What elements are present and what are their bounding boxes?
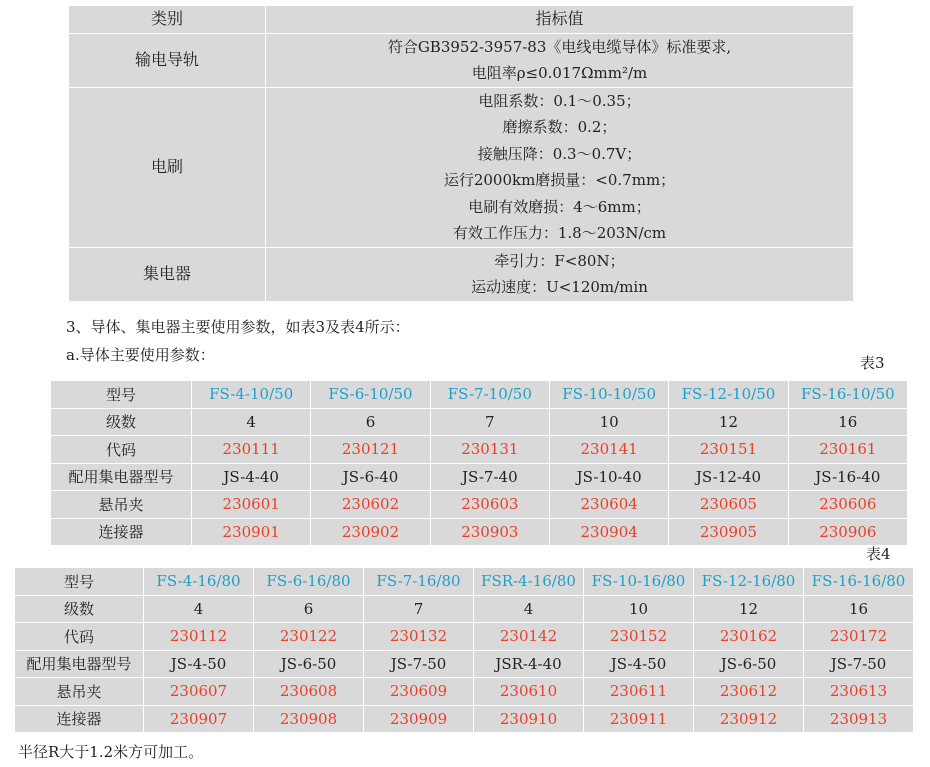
hanger-cell: 230611 xyxy=(584,678,694,706)
hanger-cell: 230606 xyxy=(788,491,907,519)
table-row xyxy=(51,436,908,464)
model-cell: FSR-4-16/80 xyxy=(474,568,584,596)
row-label: 型号 xyxy=(15,568,144,596)
code-cell: 230122 xyxy=(254,623,364,651)
grade-cell: 6 xyxy=(254,595,364,623)
model-cell: FS-16-10/50 xyxy=(788,381,907,409)
spec-value-line: 有效工作压力：1.8～203N/cm xyxy=(452,224,667,242)
grade-cell: 12 xyxy=(694,595,804,623)
spec-header-value: 指标值 xyxy=(266,6,854,34)
spec-row-rail xyxy=(69,33,854,87)
code-cell: 230161 xyxy=(788,436,907,464)
connector-cell: 230906 xyxy=(788,518,907,546)
table-row xyxy=(51,408,908,436)
connector-cell: 230909 xyxy=(364,705,474,733)
grade-cell: 12 xyxy=(669,408,788,436)
hanger-cell: 230607 xyxy=(144,678,254,706)
table3-caption: 表3 xyxy=(860,354,885,372)
spec-value-line: 磨擦系数：0.2； xyxy=(502,118,617,136)
spec-value-line: 电刷有效磨损：4～6mm； xyxy=(468,197,651,216)
collector-cell: JS-16-40 xyxy=(788,463,907,491)
hanger-cell: 230604 xyxy=(549,491,668,519)
hanger-cell: 230605 xyxy=(669,491,788,519)
hanger-cell: 230602 xyxy=(311,491,430,519)
spec-category-rail: 输电导轨 xyxy=(69,33,266,87)
collector-cell: JS-12-40 xyxy=(669,463,788,491)
section-paragraph: 3、导体、集电器主要使用参数，如表3及表4所示： xyxy=(66,318,410,336)
row-label: 型号 xyxy=(51,381,192,409)
row-label: 代码 xyxy=(51,436,192,464)
connector-cell: 230901 xyxy=(192,518,311,546)
grade-cell: 4 xyxy=(474,595,584,623)
collector-cell: JS-4-50 xyxy=(144,650,254,678)
spec-table xyxy=(68,5,854,302)
model-cell: FS-12-16/80 xyxy=(694,568,804,596)
model-cell: FS-16-16/80 xyxy=(804,568,914,596)
model-cell: FS-6-10/50 xyxy=(311,381,430,409)
grade-cell: 10 xyxy=(549,408,668,436)
model-cell: FS-7-10/50 xyxy=(430,381,549,409)
table-row xyxy=(51,463,908,491)
subsection-paragraph: a.导体主要使用参数： xyxy=(66,346,215,364)
collector-cell: JS-6-50 xyxy=(254,650,364,678)
spec-value-line: 运动速度：U<120m/min xyxy=(471,278,648,296)
table-row xyxy=(15,568,914,596)
grade-cell: 10 xyxy=(584,595,694,623)
code-cell: 230121 xyxy=(311,436,430,464)
model-cell: FS-10-10/50 xyxy=(549,381,668,409)
code-cell: 230112 xyxy=(144,623,254,651)
hanger-cell: 230601 xyxy=(192,491,311,519)
model-cell: FS-12-10/50 xyxy=(669,381,788,409)
table-row xyxy=(51,518,908,546)
spec-value-line: 接触压降：0.3～0.7V； xyxy=(477,144,642,163)
connector-cell: 230907 xyxy=(144,705,254,733)
row-label: 连接器 xyxy=(15,705,144,733)
spec-values-brush xyxy=(266,87,854,247)
table3 xyxy=(50,380,908,546)
connector-cell: 230903 xyxy=(430,518,549,546)
connector-cell: 230911 xyxy=(584,705,694,733)
grade-cell: 4 xyxy=(144,595,254,623)
row-label: 连接器 xyxy=(51,518,192,546)
collector-cell: JS-7-50 xyxy=(804,650,914,678)
collector-cell: JS-4-40 xyxy=(192,463,311,491)
grade-cell: 7 xyxy=(364,595,474,623)
spec-header-category: 类别 xyxy=(69,6,266,34)
spec-value-line: 电阻率ρ≤0.017Ωmm²/m xyxy=(471,64,648,82)
model-cell: FS-10-16/80 xyxy=(584,568,694,596)
table-row xyxy=(15,595,914,623)
code-cell: 230132 xyxy=(364,623,474,651)
spec-category-brush: 电刷 xyxy=(69,87,266,247)
spec-header-row xyxy=(69,6,854,34)
code-cell: 230142 xyxy=(474,623,584,651)
spec-value-line: 符合GB3952-3957-83《电线电缆导体》标准要求, xyxy=(387,37,732,56)
collector-cell: JS-4-50 xyxy=(584,650,694,678)
collector-cell: JS-10-40 xyxy=(549,463,668,491)
code-cell: 230162 xyxy=(694,623,804,651)
collector-cell: JS-7-50 xyxy=(364,650,474,678)
table-row xyxy=(15,678,914,706)
collector-cell: JS-6-50 xyxy=(694,650,804,678)
code-cell: 230131 xyxy=(430,436,549,464)
footnote: 半径R大于1.2米方可加工。 xyxy=(18,743,204,761)
spec-row-collector xyxy=(69,247,854,301)
row-label: 代码 xyxy=(15,623,144,651)
row-label: 悬吊夹 xyxy=(51,491,192,519)
spec-value-line: 电阻系数：0.1～0.35； xyxy=(478,91,641,110)
row-label: 级数 xyxy=(15,595,144,623)
table-row xyxy=(51,381,908,409)
spec-values-rail xyxy=(266,33,854,87)
collector-cell: JS-7-40 xyxy=(430,463,549,491)
connector-cell: 230902 xyxy=(311,518,430,546)
connector-cell: 230908 xyxy=(254,705,364,733)
hanger-cell: 230613 xyxy=(804,678,914,706)
hanger-cell: 230610 xyxy=(474,678,584,706)
model-cell: FS-7-16/80 xyxy=(364,568,474,596)
connector-cell: 230912 xyxy=(694,705,804,733)
code-cell: 230172 xyxy=(804,623,914,651)
code-cell: 230152 xyxy=(584,623,694,651)
table4 xyxy=(14,567,914,733)
connector-cell: 230913 xyxy=(804,705,914,733)
grade-cell: 4 xyxy=(192,408,311,436)
hanger-cell: 230609 xyxy=(364,678,474,706)
connector-cell: 230904 xyxy=(549,518,668,546)
collector-cell: JSR-4-40 xyxy=(474,650,584,678)
spec-row-brush xyxy=(69,87,854,247)
hanger-cell: 230608 xyxy=(254,678,364,706)
grade-cell: 6 xyxy=(311,408,430,436)
model-cell: FS-4-16/80 xyxy=(144,568,254,596)
code-cell: 230151 xyxy=(669,436,788,464)
grade-cell: 16 xyxy=(804,595,914,623)
grade-cell: 16 xyxy=(788,408,907,436)
spec-value-line: 牵引力：F<80N； xyxy=(494,251,625,270)
row-label: 配用集电器型号 xyxy=(15,650,144,678)
model-cell: FS-4-10/50 xyxy=(192,381,311,409)
table4-caption: 表4 xyxy=(866,545,891,563)
spec-value-line: 运行2000km磨损量：<0.7mm； xyxy=(443,171,676,189)
row-label: 悬吊夹 xyxy=(15,678,144,706)
connector-cell: 230910 xyxy=(474,705,584,733)
code-cell: 230111 xyxy=(192,436,311,464)
spec-category-collector: 集电器 xyxy=(69,247,266,301)
row-label: 配用集电器型号 xyxy=(51,463,192,491)
hanger-cell: 230612 xyxy=(694,678,804,706)
table-row xyxy=(51,491,908,519)
table-row xyxy=(15,623,914,651)
collector-cell: JS-6-40 xyxy=(311,463,430,491)
model-cell: FS-6-16/80 xyxy=(254,568,364,596)
hanger-cell: 230603 xyxy=(430,491,549,519)
grade-cell: 7 xyxy=(430,408,549,436)
row-label: 级数 xyxy=(51,408,192,436)
connector-cell: 230905 xyxy=(669,518,788,546)
table-row xyxy=(15,650,914,678)
code-cell: 230141 xyxy=(549,436,668,464)
spec-values-collector xyxy=(266,247,854,301)
table-row xyxy=(15,705,914,733)
